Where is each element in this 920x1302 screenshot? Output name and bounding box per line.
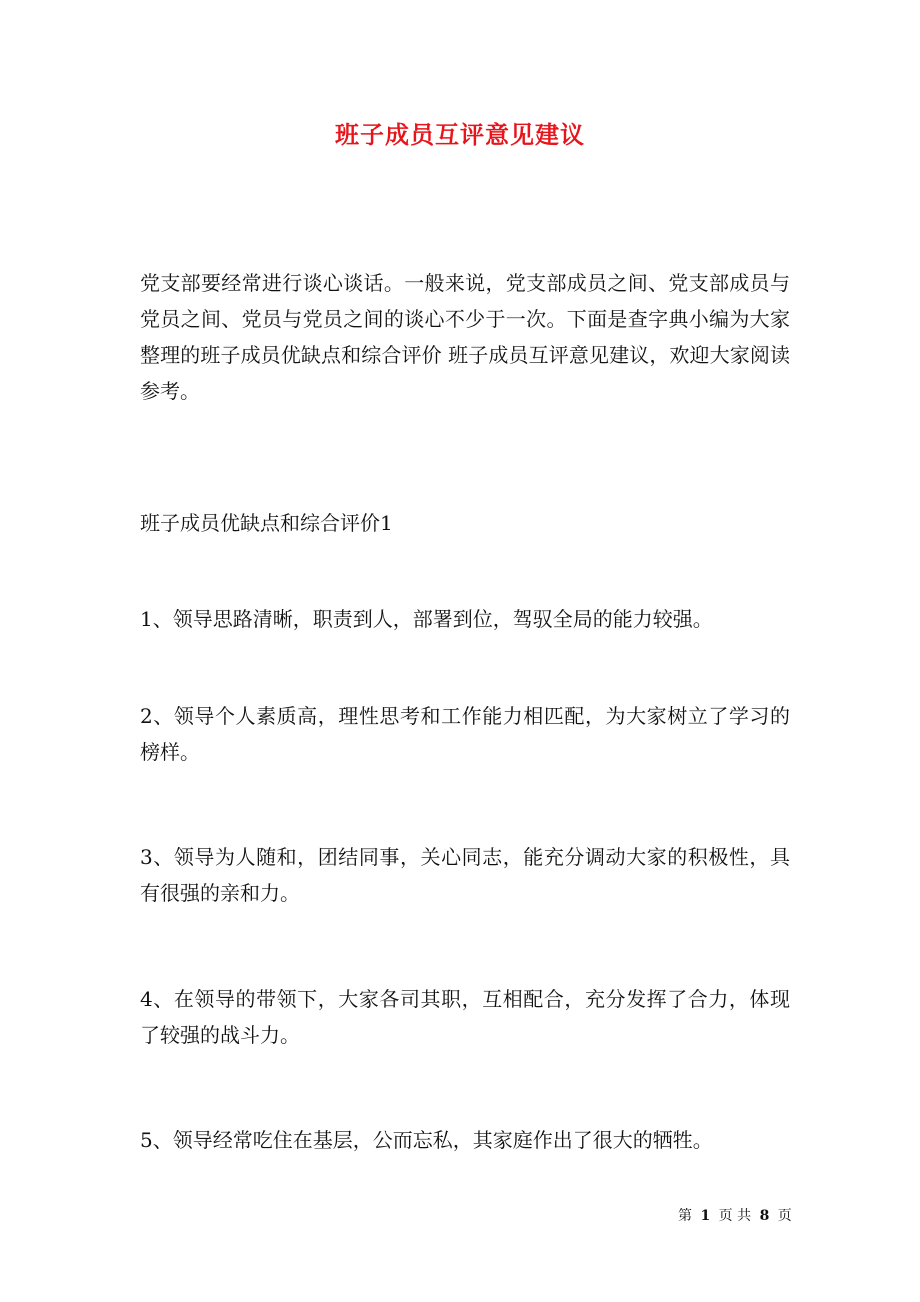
document-title: 班子成员互评意见建议 bbox=[335, 120, 585, 149]
list-item-1: 1、领导思路清晰，职责到人，部署到位，驾驭全局的能力较强。 bbox=[140, 607, 713, 631]
list-item-5: 5、领导经常吃住在基层，公而忘私，其家庭作出了很大的牺牲。 bbox=[140, 1128, 713, 1152]
list-item-4: 4、在领导的带领下，大家各司其职，互相配合，充分发挥了合力，体现了较强的战斗力。 bbox=[140, 987, 790, 1047]
intro-paragraph: 党支部要经常进行谈心谈话。一般来说，党支部成员之间、党支部成员与党员之间、党员与党员之间的谈心不少于一次。下面是查字典小编为大家整理的班子成员优缺点和综合评价 班子成员互评意见建议，欢迎大家阅读参考。 bbox=[140, 271, 790, 403]
section-heading: 班子成员优缺点和综合评价1 bbox=[140, 511, 393, 535]
footer-total-pages: 8 bbox=[759, 1208, 770, 1224]
footer-suffix: 页 bbox=[777, 1208, 792, 1224]
list-item-3: 3、领导为人随和，团结同事，关心同志，能充分调动大家的积极性，具有很强的亲和力。 bbox=[140, 845, 790, 905]
footer-current-page: 1 bbox=[700, 1208, 711, 1224]
footer-middle: 页 共 bbox=[718, 1208, 752, 1224]
list-item-2: 2、领导个人素质高，理性思考和工作能力相匹配，为大家树立了学习的榜样。 bbox=[140, 704, 790, 764]
footer-prefix: 第 bbox=[678, 1208, 692, 1224]
page-footer bbox=[676, 1206, 794, 1226]
